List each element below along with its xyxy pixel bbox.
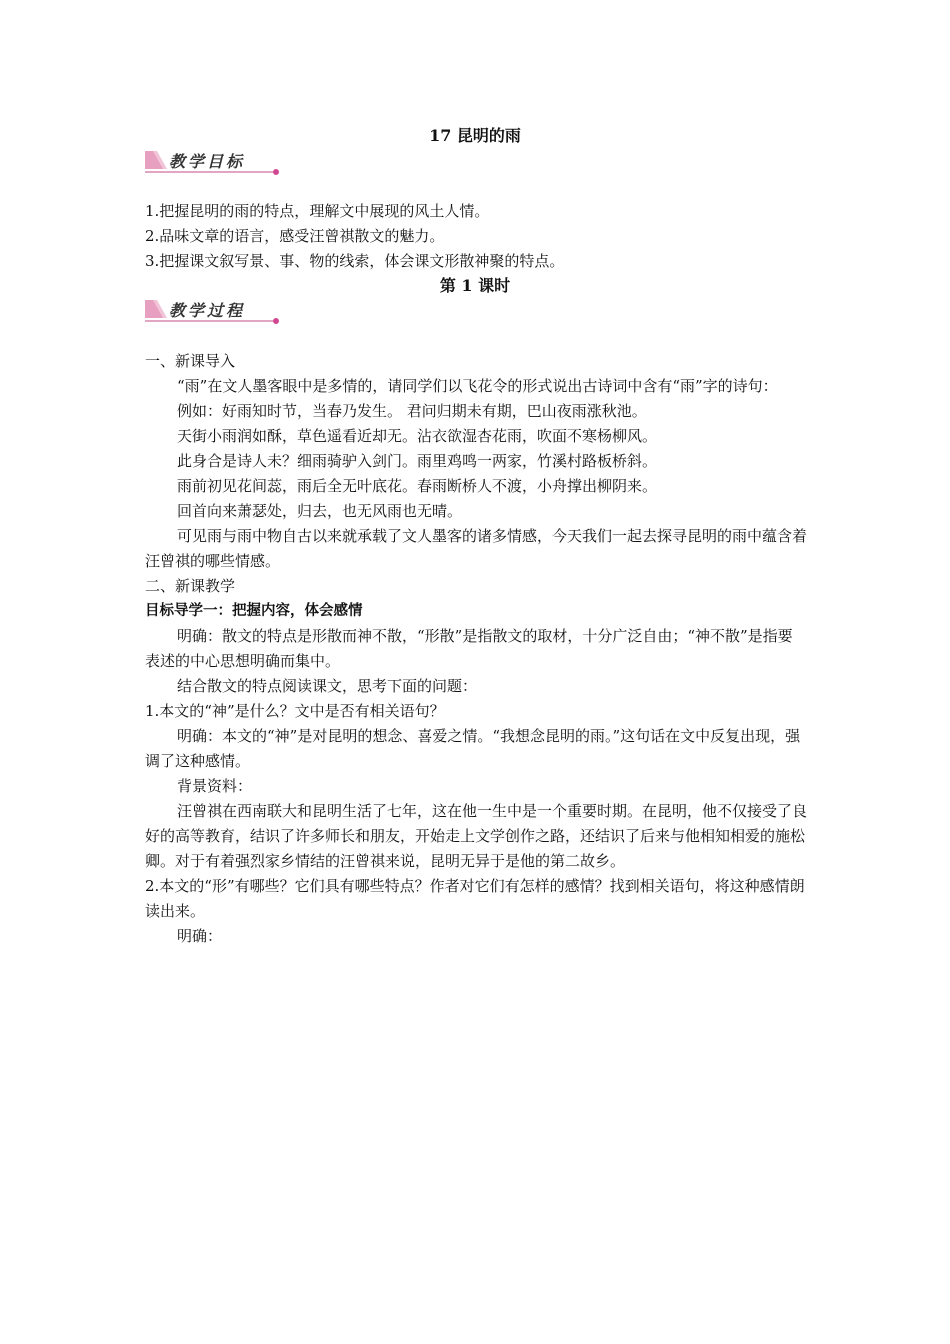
page-title: 17 昆明的雨 — [429, 126, 521, 145]
paragraph: 背景资料： — [177, 777, 253, 795]
target-heading: 目标导学一：把握内容，体会感情 — [145, 603, 363, 619]
goal-item: 3.把握课文叙写景、事、物的线索，体会课文形散神聚的特点。 — [145, 252, 565, 270]
poem-line: 回首向来萧瑟处，归去，也无风雨也无晴。 — [177, 502, 463, 520]
section-heading: 一、新课导入 — [145, 352, 236, 370]
question: 2.本文的“形”有哪些？它们具有哪些特点？作者对它们有怎样的感情？找到相关语句，将这种感情朗读出来。 — [145, 877, 805, 920]
poem-line: 例如：好雨知时节，当春乃发生。 君问归期未有期，巴山夜雨涨秋池。 — [177, 402, 647, 420]
paragraph: “雨”在文人墨客眼中是多情的，请同学们以飞花令的形式说出古诗词中含有“雨”字的诗句： — [177, 377, 778, 395]
goals-banner-label: 教学目标 — [169, 152, 246, 171]
paragraph: 可见雨与雨中物自古以来就承载了文人墨客的诸多情感，今天我们一起去探寻昆明的雨中蕴含着汪曾祺的哪些情感。 — [145, 527, 808, 570]
poem-line: 天街小雨润如酥，草色遥看近却无。沾衣欲湿杏花雨，吹面不寒杨柳风。 — [177, 427, 658, 445]
poem-line: 此身合是诗人未？细雨骑驴入剑门。雨里鸡鸣一两家，竹溪村路板桥斜。 — [177, 452, 658, 470]
process-banner-label: 教学过程 — [169, 301, 246, 320]
goals-banner — [145, 147, 285, 177]
question: 1.本文的“神”是什么？文中是否有相关语句？ — [145, 702, 445, 720]
goals-list — [145, 199, 807, 274]
paragraph: 明确：散文的特点是形散而神不散，“形散”是指散文的取材，十分广泛自由；“神不散”是指要表述的中心思想明确而集中。 — [145, 627, 793, 670]
section-heading: 二、新课教学 — [145, 577, 236, 595]
goal-item: 1.把握昆明的雨的特点，理解文中展现的风土人情。 — [145, 202, 490, 220]
paragraph: 汪曾祺在西南联大和昆明生活了七年，这在他一生中是一个重要时期。在昆明，他不仅接受了良好的高等教育，结识了许多师长和朋友，开始走上文学创作之路，还结识了后来与他相知相爱的施松卿。对于有着强烈家乡情结的汪曾祺来说，昆明无异于是他的第二故乡。 — [145, 802, 808, 870]
process-body — [145, 349, 807, 949]
lesson-label: 第 1 课时 — [439, 276, 511, 295]
paragraph: 明确： — [177, 927, 223, 945]
paragraph: 明确：本文的“神”是对昆明的想念、喜爱之情。“我想念昆明的雨。”这句话在文中反复出现，强调了这种感情。 — [145, 727, 801, 770]
poem-line: 雨前初见花间蕊，雨后全无叶底花。春雨断桥人不渡，小舟撑出柳阴来。 — [177, 477, 658, 495]
process-banner — [145, 296, 285, 326]
paragraph: 结合散文的特点阅读课文，思考下面的问题： — [177, 677, 478, 695]
goal-item: 2.品味文章的语言，感受汪曾祺散文的魅力。 — [145, 227, 445, 245]
